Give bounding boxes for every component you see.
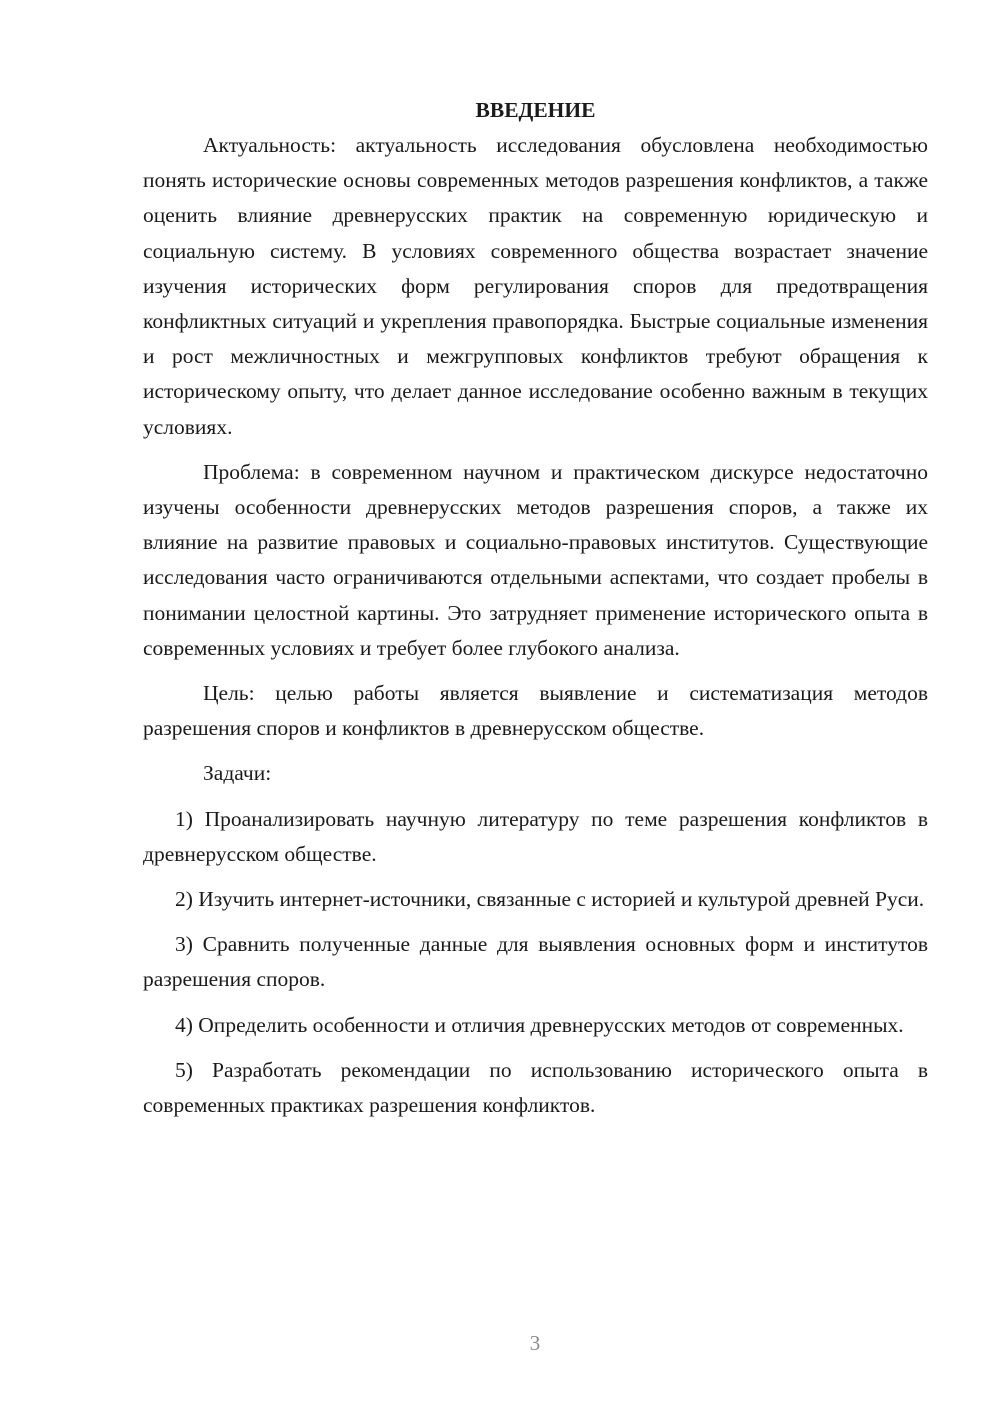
section-heading: ВВЕДЕНИЕ [475, 98, 596, 122]
tasks-label: Задачи: [203, 761, 272, 786]
paragraph-goal: Цель: целью работы является выявление и систематизация методов разрешения споров и конфликтов в древнерусском обществе. [143, 681, 928, 741]
task-item: 1) Проанализировать научную литературу по теме разрешения конфликтов в древнерусском обществе. [143, 806, 928, 866]
task-item: 5) Разработать рекомендации по использованию исторического опыта в современных практиках разрешения конфликтов. [143, 1057, 928, 1118]
task-item: 4) Определить особенности и отличия древнерусских методов от современных. [175, 1012, 904, 1037]
page-content [143, 93, 928, 1123]
task-item: 2) Изучить интернет-источники, связанные с историей и культурой древней Руси. [175, 887, 925, 912]
paragraph-relevance: Актуальность: актуальность исследования обусловлена необходимостью понять исторические основы современных методов разрешения конфликтов, а также оценить влияние древнерусских практик на современную юридическую и социальную систему. В условиях современного общества возрастает значение изучения исторических форм регулирования споров для предотвращения конфликтных ситуаций и укрепления правопорядка. Быстрые социальные изменения и рост межличностных и межгрупповых конфликтов требуют обращения к историческому опыту, что делает данное исследование особенно важным в текущих условиях. [143, 133, 928, 439]
paragraph-problem: Проблема: в современном научном и практическом дискурсе недостаточно изучены особенности древнерусских методов разрешения споров, а также их влияние на развитие правовых и социально-правовых институтов. Существующие исследования часто ограничиваются отдельными аспектами, что создает пробелы в понимании целостной картины. Это затрудняет применение исторического опыта в современных условиях и требует более глубокого анализа. [143, 459, 928, 660]
task-item: 3) Сравнить полученные данные для выявления основных форм и институтов разрешения споров. [143, 932, 928, 992]
page-number: 3 [529, 1331, 541, 1355]
